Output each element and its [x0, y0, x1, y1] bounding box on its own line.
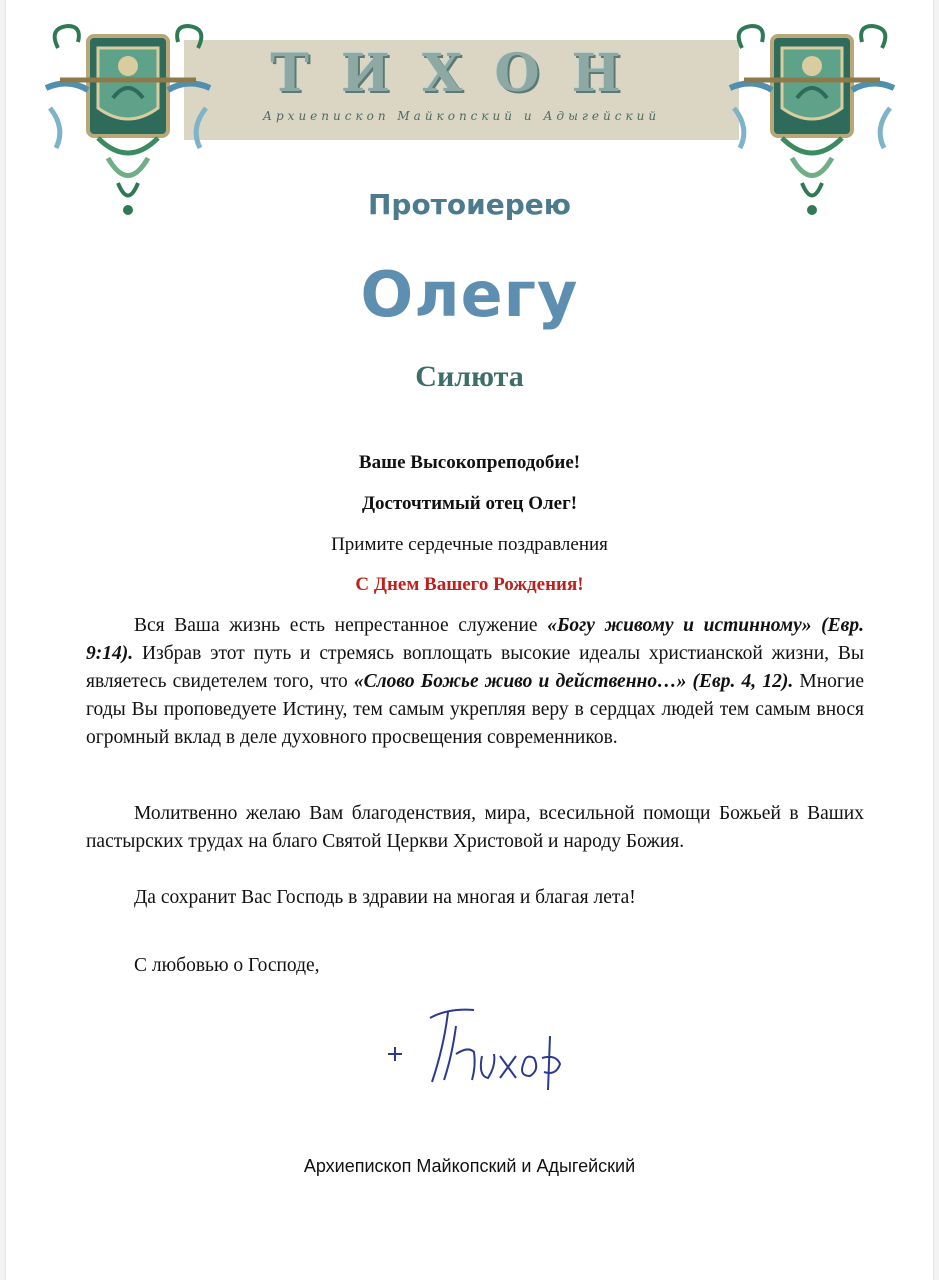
addressee-name: Олегу — [360, 258, 579, 331]
body-text: Многие годы Вы проповедуете Истину, тем самым укрепляя веру в сердцах людей тем самым внося огромный вклад в деле духовного просвещения современников. — [86, 671, 864, 748]
letterhead-title: ТИХОН — [270, 43, 653, 104]
body-paragraph-1 — [86, 612, 864, 752]
letterhead-subtitle: Архиепископ Майкопский и Адыгейский — [262, 109, 661, 123]
body-text: Да сохранит Вас Господь в здравии на многая и благая лета! — [134, 887, 636, 908]
handwritten-signature — [378, 996, 570, 1092]
body-paragraph-3 — [86, 884, 864, 912]
addressee-rank: Протоиерею — [367, 188, 572, 221]
addressee-surname: Силюта — [415, 360, 524, 393]
scripture-quote: «Богу живому и истинному» (Евр. 9:14). — [86, 615, 865, 664]
body-text: Вся Ваша жизнь есть непрестанное служение — [134, 615, 548, 636]
signer-title: Архиепископ Майкопский и Адыгейский — [303, 1156, 636, 1176]
greeting-line-2: Досточтимый отец Олег! — [361, 493, 578, 514]
greeting-line-1: Ваше Высокопреподобие! — [358, 452, 581, 473]
scripture-quote: «Слово Божье живо и действенно…» (Евр. 4, 12). — [353, 671, 794, 692]
letter-page — [6, 0, 933, 1280]
body-text: С любовью о Господе, — [134, 955, 320, 976]
body-text: Молитвенно желаю Вам благоденствия, мира, всесильной помощи Божьей в Ваших пастырских трудах на благо Святой Церкви Христовой и народу Божия. — [86, 803, 864, 852]
greeting-line-4: С Днем Вашего Рождения! — [355, 574, 584, 595]
body-text: Избрав этот путь и стремясь воплощать высокие идеалы христианской жизни, Вы являетесь свидетелем того, что — [86, 643, 864, 692]
body-paragraph-2 — [86, 800, 864, 856]
greeting-line-3: Примите сердечные поздравления — [331, 534, 608, 555]
closing-line — [86, 952, 864, 980]
